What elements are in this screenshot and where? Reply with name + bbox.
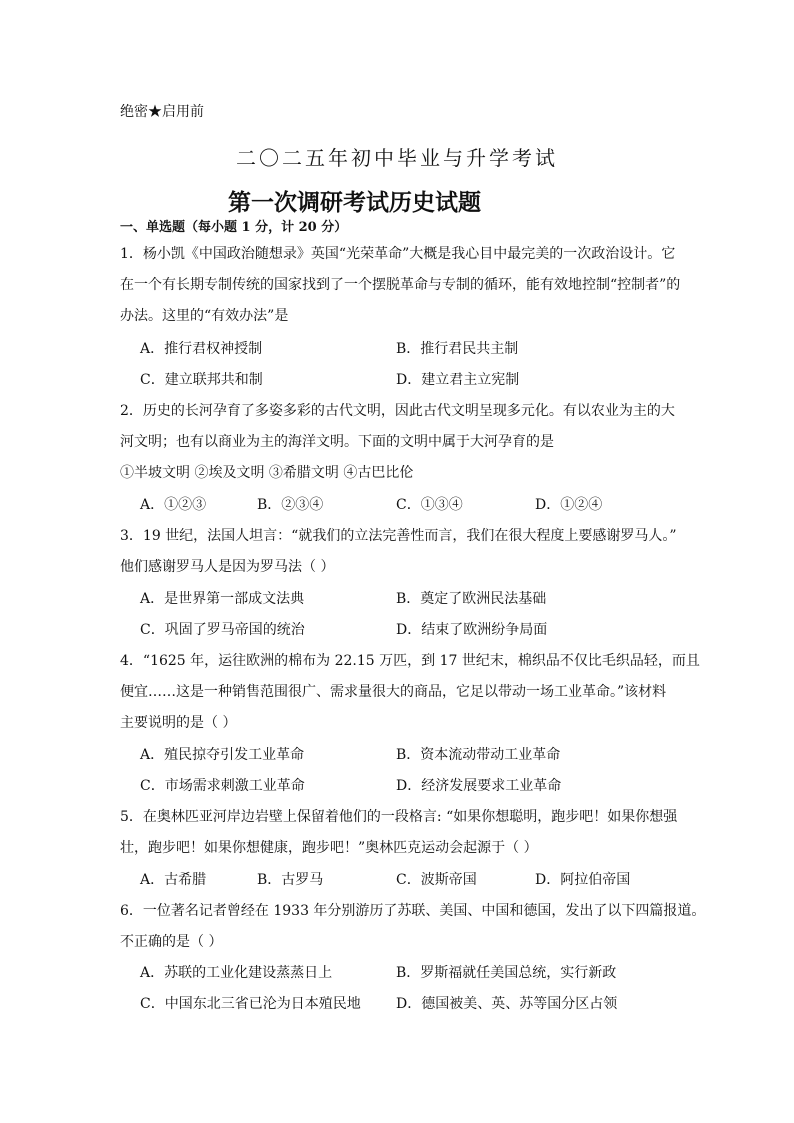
question-4-line-1: 4．“1625 年，运往欧洲的棉布为 22.15 万匹，到 17 世纪末，棉织品不仅比毛织品轻，而且 (120, 653, 700, 669)
question-2-option-d: D．①②④ (535, 497, 603, 513)
question-3-line-1: 3．19 世纪，法国人坦言：“就我们的立法完善性而言，我们在很大程度上要感谢罗马人。” (120, 528, 677, 544)
question-5-line-1: 5．在奥林匹亚河岸边岩壁上保留着他们的一段格言: “如果你想聪明，跑步吧！如果你想强 (120, 809, 678, 825)
question-3-option-b: B．奠定了欧洲民法基础 (396, 591, 547, 607)
question-2-line-1: 2．历史的长河孕育了多姿多彩的古代文明，因此古代文明呈现多元化。有以农业为主的大 (120, 403, 675, 419)
question-6-option-b: B．罗斯福就任美国总统，实行新政 (396, 965, 617, 981)
question-3-option-d: D．结束了欧洲纷争局面 (396, 622, 548, 638)
exam-subtitle: 第一次调研考试历史试题 (228, 189, 481, 216)
question-6-line-2: 不正确的是（ ） (120, 934, 223, 950)
question-2-option-c: C．①③④ (396, 497, 463, 513)
question-5-option-d: D．阿拉伯帝国 (535, 872, 631, 888)
question-1-option-c: C．建立联邦共和制 (140, 372, 263, 388)
question-6-option-c: C．中国东北三省已沦为日本殖民地 (140, 996, 361, 1012)
question-4-option-a: A．殖民掠夺引发工业革命 (140, 747, 305, 763)
question-6-option-d: D．德国被美、英、苏等国分区占领 (396, 996, 618, 1012)
question-2-line-3: ①半坡文明 ②埃及文明 ③希腊文明 ④古巴比伦 (120, 465, 414, 481)
question-1-line-3: 办法。这里的“有效办法”是 (120, 308, 289, 324)
question-1-option-d: D．建立君主立宪制 (396, 372, 520, 388)
question-5-line-2: 壮，跑步吧！如果你想健康，跑步吧！”奥林匹克运动会起源于（ ） (120, 840, 538, 856)
question-6-option-a: A．苏联的工业化建设蒸蒸日上 (140, 965, 333, 981)
question-4-line-3: 主要说明的是（ ） (120, 715, 237, 731)
question-3-option-a: A．是世界第一部成文法典 (140, 591, 305, 607)
question-4-option-c: C．市场需求刺激工业革命 (140, 778, 305, 794)
question-4-option-d: D．经济发展要求工业革命 (396, 778, 562, 794)
question-5-option-c: C．波斯帝国 (396, 872, 477, 888)
question-1-line-1: 1．杨小凯《中国政治随想录》英国“光荣革命”大概是我心目中最完美的一次政治设计。它 (120, 246, 676, 262)
question-2-option-b: B．②③④ (257, 497, 324, 513)
question-1-option-a: A．推行君权神授制 (140, 341, 263, 357)
question-1-option-b: B．推行君民共主制 (396, 341, 519, 357)
question-6-line-1: 6．一位著名记者曾经在 1933 年分别游历了苏联、美国、中国和德国，发出了以下四篇报道。 (120, 903, 706, 919)
section-heading: 一、单选题（每小题 1 分，计 20 分） (120, 220, 348, 235)
exam-title: 二〇二五年初中毕业与升学考试 (236, 146, 558, 170)
question-3-line-2: 他们感谢罗马人是因为罗马法（ ） (120, 559, 335, 575)
question-2-line-2: 河文明；也有以商业为主的海洋文明。下面的文明中属于大河孕育的是 (120, 434, 554, 450)
question-1-line-2: 在一个有长期专制传统的国家找到了一个摆脱革命与专制的循环，能有效地控制“控制者”的 (120, 277, 681, 293)
question-5-option-b: B．古罗马 (257, 872, 324, 888)
question-5-option-a: A．古希腊 (140, 872, 207, 888)
question-3-option-c: C．巩固了罗马帝国的统治 (140, 622, 305, 638)
confidential-mark: 绝密★启用前 (120, 104, 204, 120)
question-4-option-b: B．资本流动带动工业革命 (396, 747, 561, 763)
question-4-line-2: 便宜……这是一种销售范围很广、需求量很大的商品，它足以带动一场工业革命。”该材料 (120, 684, 667, 700)
question-2-option-a: A．①②③ (140, 497, 207, 513)
